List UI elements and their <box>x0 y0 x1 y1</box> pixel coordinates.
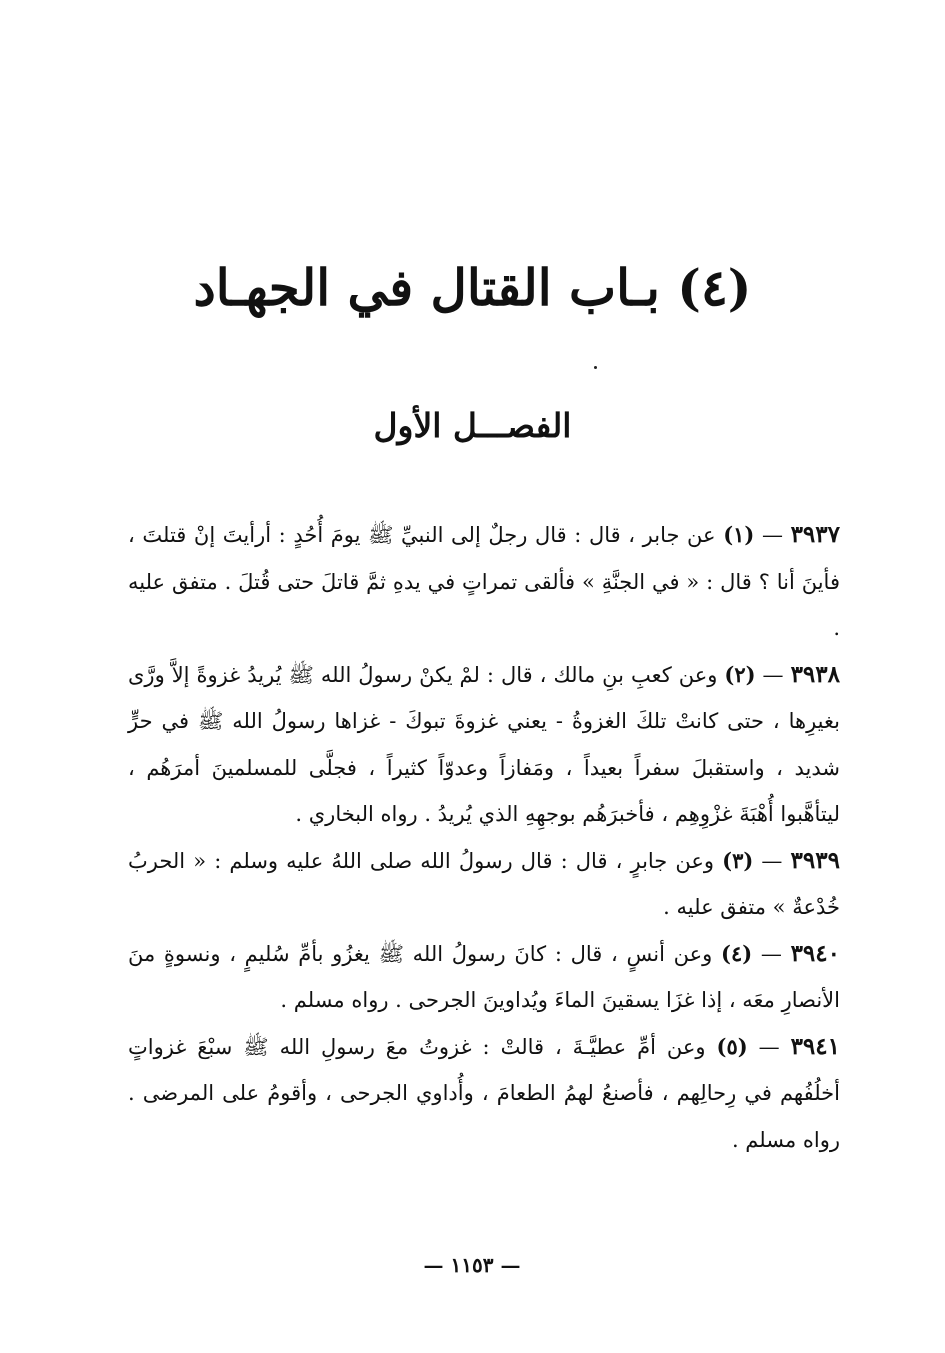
hadith-number: ٣٩٣٧ <box>790 521 840 548</box>
hadith-text: عن جابر ، قال : قال رجلٌ إلى النبيِّ ﷺ يومَ أُحُدٍ : أرأيتَ إنْ قتلتَ ، فأينَ أنا ؟ قال : « في الجنَّةِ » فألقى تمراتٍ في يدهِ ثمَّ قاتلَ حتى قُتلَ . متفق عليه . <box>128 523 840 640</box>
decorative-dot <box>594 366 597 369</box>
hadith-sub-number: (١) <box>723 522 755 547</box>
hadith-dash: — <box>747 1034 780 1059</box>
hadith-sub-number: (٢) <box>724 661 756 687</box>
hadith-number: ٣٩٣٨ <box>790 660 840 688</box>
hadith-dash: — <box>754 523 783 547</box>
hadith-3939 <box>128 838 840 931</box>
chapter-title: (٤) بـاب القتال في الجهـاد <box>193 258 752 317</box>
hadith-dash: — <box>753 848 783 873</box>
hadith-3938 <box>128 652 840 838</box>
hadith-text: وعن أنسٍ ، قال : كانَ رسولُ الله ﷺ يغزُو بأمِّ سُليمٍ ، ونسوةٍ منَ الأنصارِ معَه ، إذا غزَا يسقينَ الماءَ ويُداوينَ الجرحى . رواه مسلم . <box>128 941 840 1012</box>
page-number: — ١١٥٣ — <box>423 1253 521 1277</box>
hadith-dash: — <box>755 662 784 687</box>
hadith-sub-number: (٥) <box>716 1033 748 1059</box>
hadith-dash: — <box>752 941 782 966</box>
hadith-3937 <box>128 512 840 652</box>
hadith-sub-number: (٣) <box>722 847 754 873</box>
hadith-number: ٣٩٤١ <box>790 1032 840 1060</box>
hadith-sub-number: (٤) <box>721 940 753 966</box>
section-title: الفصـــل الأول <box>373 406 572 445</box>
hadith-number: ٣٩٤٠ <box>790 939 840 967</box>
hadith-text: وعن جابرٍ ، قال : قال رسولُ الله صلى اللهُ عليه وسلم : « الحربُ خُدْعةٌ » متفق عليه . <box>128 848 840 919</box>
hadith-3941 <box>128 1024 840 1164</box>
hadith-number: ٣٩٣٩ <box>790 846 840 874</box>
hadith-text: وعن أمِّ عطيَّـةَ ، قالتْ : غزوتُ معَ رسولِ الله ﷺ سبْعَ غزواتٍ أخلُفُهم في رِحالِهم ، فأصنعُ لهمُ الطعامَ ، وأُداوي الجرحى ، وأقومُ على المرضى . رواه مسلم . <box>128 1034 840 1152</box>
hadith-text: وعن كعبِ بنِ مالك ، قال : لمْ يكنْ رسولُ الله ﷺ يُريدُ غزوةً إلاَّ ورَّى بغيرِها ، حتى كانتْ تلكَ الغزوةُ - يعني غزوةَ تبوكَ - غزاها رسولُ الله ﷺ في حرٍّ شديد ، واستقبلَ سفراً بعيداً ، ومَفازاً وعدوّاً كثيراً ، فجلَّى للمسلمينَ أمرَهُم ، ليتأهَّبوا أُهْبَةَ غزْوِهِم ، فأخبرَهُم بوجهِهِ الذي يُريدُ . رواه البخاري . <box>128 662 840 826</box>
hadith-list <box>128 512 840 1163</box>
hadith-3940 <box>128 931 840 1024</box>
